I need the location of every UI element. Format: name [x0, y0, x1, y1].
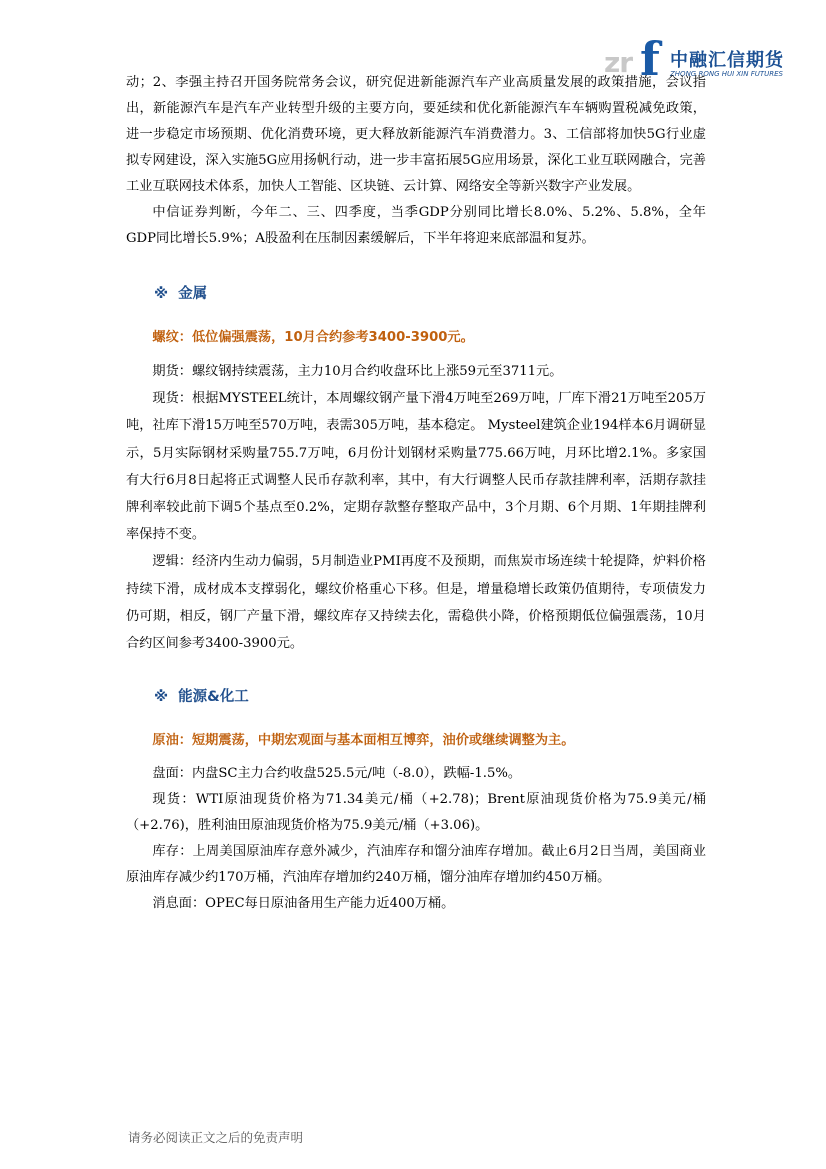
logo-cn-name: 中融汇信期货	[670, 50, 784, 71]
crude-spot: 现货：WTI原油现货价格为71.34美元/桶（+2.78)；Brent原油现货价格为75.9美元/桶（+2.76)，胜利油田原油现货价格为75.9美元/桶（+3.06)。	[126, 792, 706, 834]
reference-mark-icon: ※	[154, 286, 169, 302]
rebar-spot: 现货：根据MYSTEEL统计，本周螺纹钢产量下滑4万吨至269万吨，厂库下滑21万吨至205万吨，社库下滑15万吨至570万吨，表需305万吨，基本稳定。 Mysteel建筑企业194样本6月调研显示，5月实际钢材采购量755.7万吨，6月份计划钢材采购量775.66万吨，月环比增2.1%。多家国有大行6月8日起将正式调整人民币存款利率，其中，有大行调整人民币存款挂牌利率，活期存款挂牌利率较此前下调5个基点至0.2%，定期存款整存整取产品中，3个月期、6个月期、1年期挂牌利率保持不变。	[126, 391, 706, 543]
crude-news: 消息面：OPEC每日原油备用生产能力近400万桶。	[152, 896, 455, 912]
section-title-metals: 金属	[178, 286, 208, 302]
subhead-rebar: 螺纹：低位偏强震荡，10月合约参考3400-3900元。	[152, 330, 474, 345]
section-heading-metals	[126, 280, 706, 308]
rebar-futures: 期货：螺纹钢持续震荡，主力10月合约收盘环比上涨59元至3711元。	[152, 364, 563, 379]
disclaimer-footer: 请务必阅读正文之后的免责声明	[128, 1130, 304, 1145]
crude-inventory: 库存：上周美国原油库存意外减少，汽油库存和馏分油库存增加。截止6月2日当周，美国商业原油库存减少约170万桶，汽油库存增加约240万桶，馏分油库存增加约450万桶。	[126, 844, 706, 886]
section-heading-energy	[126, 683, 706, 711]
logo-f-glyph: f	[640, 32, 660, 86]
logo-en-name: ZHONG RONG HUI XIN FUTURES	[670, 70, 783, 78]
logo-mark: zr	[604, 46, 633, 79]
report-body	[126, 70, 706, 917]
section-title-energy: 能源&化工	[178, 689, 249, 706]
reference-mark-icon: ※	[154, 689, 169, 706]
subhead-crude: 原油：短期震荡，中期宏观面与基本面相互博弈，油价或继续调整为主。	[152, 733, 575, 749]
macro-paragraph-1: 动；2、李强主持召开国务院常务会议，研究促进新能源汽车产业高质量发展的政策措施，会议指出，新能源汽车是汽车产业转型升级的主要方向，要延续和优化新能源汽车车辆购置税减免政策，进一步稳定市场预期、优化消费环境，更大释放新能源汽车消费潜力。3、工信部将加快5G行业虚拟专网建设，深入实施5G应用扬帆行动，进一步丰富拓展5G应用场景，深化工业互联网融合，完善工业互联网技术体系，加快人工智能、区块链、云计算、网络安全等新兴数字产业发展。	[126, 75, 706, 194]
rebar-logic: 逻辑：经济内生动力偏弱，5月制造业PMI再度不及预期，而焦炭市场连续十轮提降，炉料价格持续下滑，成材成本支撑弱化，螺纹价格重心下移。但是，增量稳增长政策仍值期待，专项债发力仍可期，相反，钢厂产量下滑，螺纹库存又持续去化，需稳供小降，价格预期低位偏强震荡，10月合约区间参考3400-3900元。	[126, 554, 706, 652]
crude-market: 盘面：内盘SC主力合约收盘525.5元/吨（-8.0），跌幅-1.5%。	[152, 766, 522, 782]
macro-paragraph-2: 中信证券判断，今年二、三、四季度，当季GDP分别同比增长8.0%、5.2%、5.8%，全年GDP同比增长5.9%；A股盈利在压制因素缓解后，下半年将迎来底部温和复苏。	[126, 205, 706, 246]
